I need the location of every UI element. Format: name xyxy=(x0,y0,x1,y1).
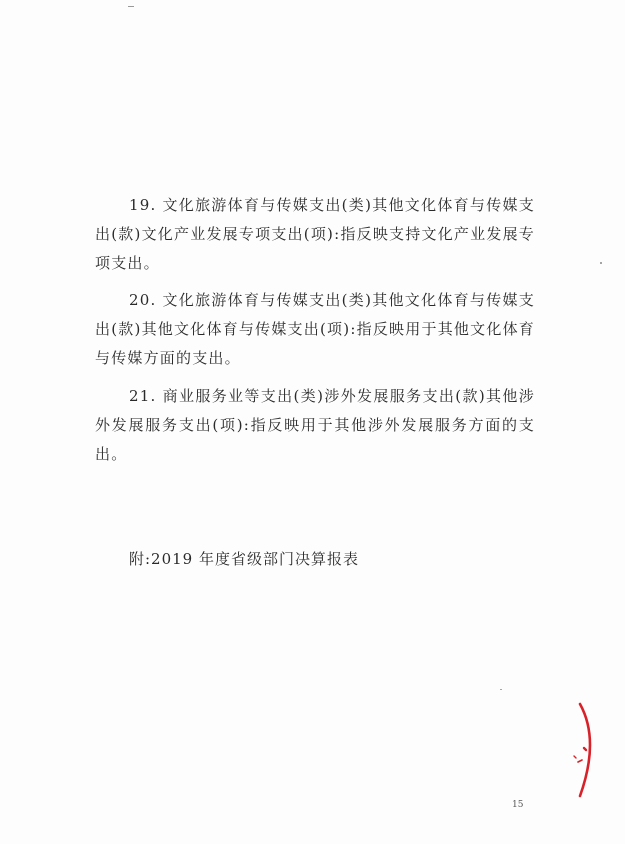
paragraph-19: 19. 文化旅游体育与传媒支出(类)其他文化体育与传媒支出(款)文化产业发展专项支出(项):指反映支持文化产业发展专项支出。 xyxy=(95,196,535,272)
red-seal-stamp-edge xyxy=(566,700,606,800)
page-number: 15 xyxy=(512,800,524,810)
scan-mark xyxy=(128,6,134,7)
scan-speck xyxy=(600,262,602,264)
seal-arc-icon xyxy=(566,700,606,800)
attachment-note: 附:2019 年度省级部门决算报表 xyxy=(129,550,359,568)
paragraph-20: 20. 文化旅游体育与传媒支出(类)其他文化体育与传媒支出(款)其他文化体育与传媒支出(项):指反映用于其他文化体育与传媒方面的支出。 xyxy=(95,291,535,367)
paragraph-21: 21. 商业服务业等支出(类)涉外发展服务支出(款)其他涉外发展服务支出(项):指反映用于其他涉外发展服务方面的支出。 xyxy=(95,387,535,463)
scan-speck xyxy=(500,689,502,690)
